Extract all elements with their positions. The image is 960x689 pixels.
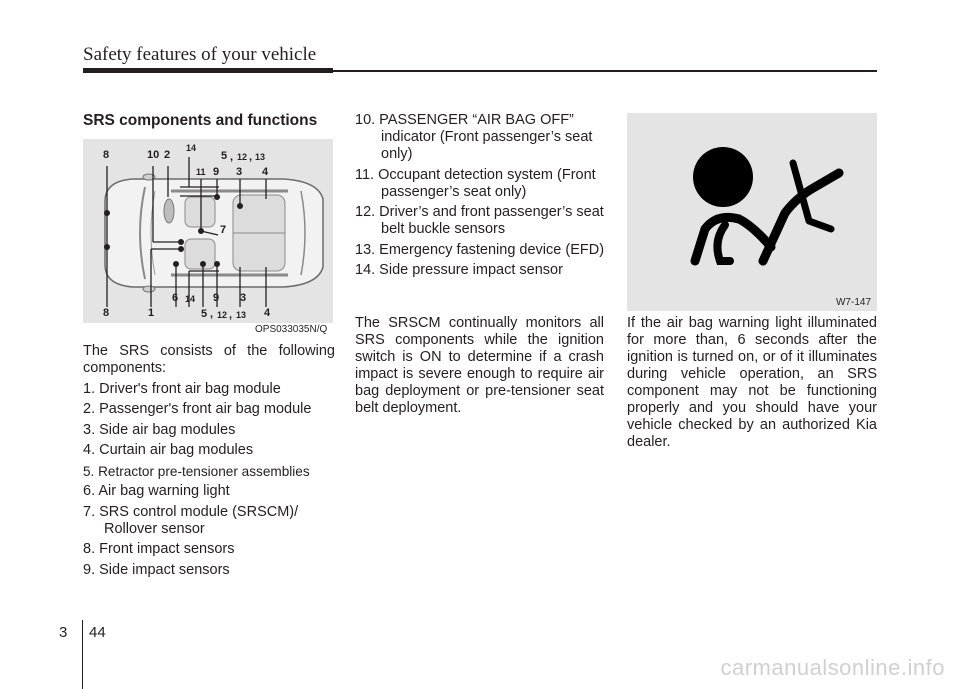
vehicle-topview-drawing [83,139,333,323]
srs-component-diagram [83,139,333,323]
list-item: 4. Curtain air bag modules [83,442,254,458]
diagram-label-comma: , [249,151,253,163]
list-item: 10. PASSENGER “AIR BAG OFF” indicator (Front passenger’s seat only) [355,112,593,162]
list-item: 8. Front impact sensors [83,541,235,557]
diagram-label-12-top: 12 [237,152,248,162]
airbag-warning-icon [627,113,877,311]
header-rule-thin [333,70,877,72]
list-item: 11. Occupant detection system (Front passenger’s seat only) [355,166,596,200]
diagram-label-9-top: 9 [213,166,220,178]
diagram-label-3-bottom: 3 [240,292,247,304]
diagram-label-1: 1 [148,307,155,319]
diagram-label-2: 2 [164,149,171,161]
page-number: 44 [89,624,106,641]
watermark: carmanualsonline.info [720,655,945,680]
diagram-label-7: 7 [220,224,227,236]
diagram-label-comma: , [229,309,233,321]
list-item: 6. Air bag warning light [83,483,230,499]
diagram-label-12-bottom: 12 [217,310,228,320]
list-item: 13. Emergency fastening device (EFD) [355,241,605,258]
diagram-label-14-bottom: 14 [185,294,196,304]
header-rule-thick [83,68,333,73]
list-item: 3. Side air bag modules [83,421,236,438]
diagram-label-11: 11 [196,167,206,177]
airbag-warning-light-figure [627,113,877,311]
figure-code: OPS033035N/Q [255,324,328,335]
footer-divider [82,620,83,689]
diagram-label-9-bottom: 9 [213,292,220,304]
component-list-continued [355,112,607,283]
list-item: 12. Driver’s and front passenger’s seat belt buckle sensors [355,204,604,237]
section-number: 3 [59,624,68,641]
list-item: 5. Retractor pre-tensioner assemblies [83,463,310,479]
diagram-label-13-bottom: 13 [236,310,247,320]
list-item: 7. SRS control module (SRSCM)/ Rollover sensor [83,503,299,537]
diagram-label-4-top: 4 [262,166,269,178]
diagram-label-5-bottom: 5 [201,308,208,320]
section-heading: SRS components and functions [83,112,318,129]
list-item: 14. Side pressure impact sensor [355,262,563,278]
intro-text: The SRS consists of the following components: [83,343,335,376]
diagram-label-10: 10 [147,149,160,161]
diagram-label-3-top: 3 [236,166,243,178]
diagram-label-comma: , [230,151,234,163]
page-header-title: Safety features of your vehicle [83,44,317,65]
diagram-label-4-bottom: 4 [264,307,271,319]
list-item: 9. Side impact sensors [83,561,230,578]
diagram-label-14-top: 14 [186,143,197,153]
component-list-column [83,343,335,582]
warning-image-code: W7-147 [835,297,871,308]
list-item: 1. Driver's front air bag module [83,380,281,397]
list-item: 2. Passenger's front air bag module [83,401,312,417]
srscm-paragraph: The SRSCM continually monitors all SRS components while the ignition switch is ON to determine if a crash impact is severe enough to require air bag deployment or pre-tensioner seat belt deployment. [355,315,604,416]
diagram-label-8-bottom: 8 [103,307,110,319]
diagram-label-comma: , [210,308,214,320]
diagram-label-8-top: 8 [103,149,110,161]
diagram-label-5-top: 5 [221,150,228,162]
diagram-label-6: 6 [172,292,179,304]
diagram-label-13-top: 13 [255,152,266,162]
warning-light-paragraph: If the air bag warning light illuminated for more than, 6 seconds after the ignition is turned on, or of it illuminates during vehicle operation, an SRS component may not be functioning properly and you should have your vehicle checked by an authorized Kia dealer. [627,315,877,450]
